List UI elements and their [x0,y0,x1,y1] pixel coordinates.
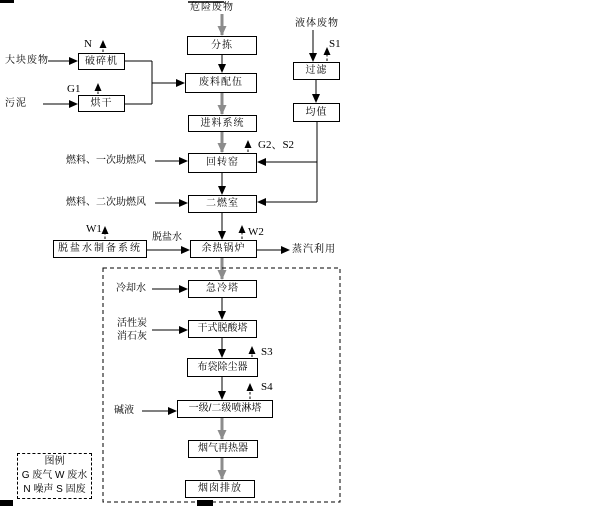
label-emission-s4: S4 [261,381,273,393]
label-liquid-waste: 液体废物 [295,18,339,29]
label-bulk-waste: 大块废物 [5,55,49,66]
label-demin-water: 脱盐水 [152,232,182,243]
node-demin-water-system: 脱盐水制备系统 [53,240,147,258]
scan-artifact-bar [0,500,13,506]
label-emission-s3: S3 [261,346,273,358]
node-dryer: 烘干 [78,95,125,112]
node-bag-filter: 布袋除尘器 [187,358,258,377]
label-fuel-secondary-air: 燃料、二次助燃风 [66,197,146,208]
node-feeding-system: 进料系统 [188,115,257,132]
scan-artifact-bar [0,0,14,3]
node-quench-tower: 急冷塔 [188,280,257,298]
node-sorting: 分拣 [187,36,257,55]
label-emission-w1: W1 [86,223,102,235]
node-secondary-chamber: 二燃室 [188,195,257,213]
scan-artifact-bar [197,500,213,506]
label-hazardous-waste: 危险废物 [190,2,234,13]
node-dry-deacid-tower: 干式脱酸塔 [188,320,257,338]
label-sludge: 污泥 [5,98,27,109]
label-emission-s1: S1 [329,38,341,50]
label-cooling-water: 冷却水 [116,283,146,294]
label-emission-n: N [84,38,92,50]
label-activated-carbon: 活性炭 [117,318,147,329]
label-slaked-lime: 消石灰 [117,331,147,342]
label-emission-w2: W2 [248,226,264,238]
legend-line-noise-solid: N 噪声 S 固废 [23,484,86,495]
node-waste-blending: 废料配伍 [185,73,257,93]
label-emission-g2-s2: G2、S2 [258,139,295,151]
legend-box [17,453,92,499]
label-fuel-primary-air: 燃料、一次助燃风 [66,155,146,166]
node-rotary-kiln: 回转窑 [188,153,257,173]
node-spray-tower: 一级/二级喷淋塔 [177,400,273,418]
label-emission-g1: G1 [67,83,81,95]
label-alkali-solution: 碱液 [114,405,134,416]
node-crusher: 破碎机 [78,53,125,70]
node-flue-gas-reheater: 烟气再热器 [188,440,258,458]
label-steam-use: 蒸汽利用 [292,244,336,255]
node-equalization: 均值 [293,103,340,122]
node-filtration: 过滤 [293,62,340,80]
legend-line-gas-water: G 废气 W 废水 [21,470,88,481]
legend-title: 图例 [44,456,65,467]
node-waste-heat-boiler: 余热锅炉 [190,240,257,258]
node-stack-discharge: 烟囱排放 [185,480,255,498]
